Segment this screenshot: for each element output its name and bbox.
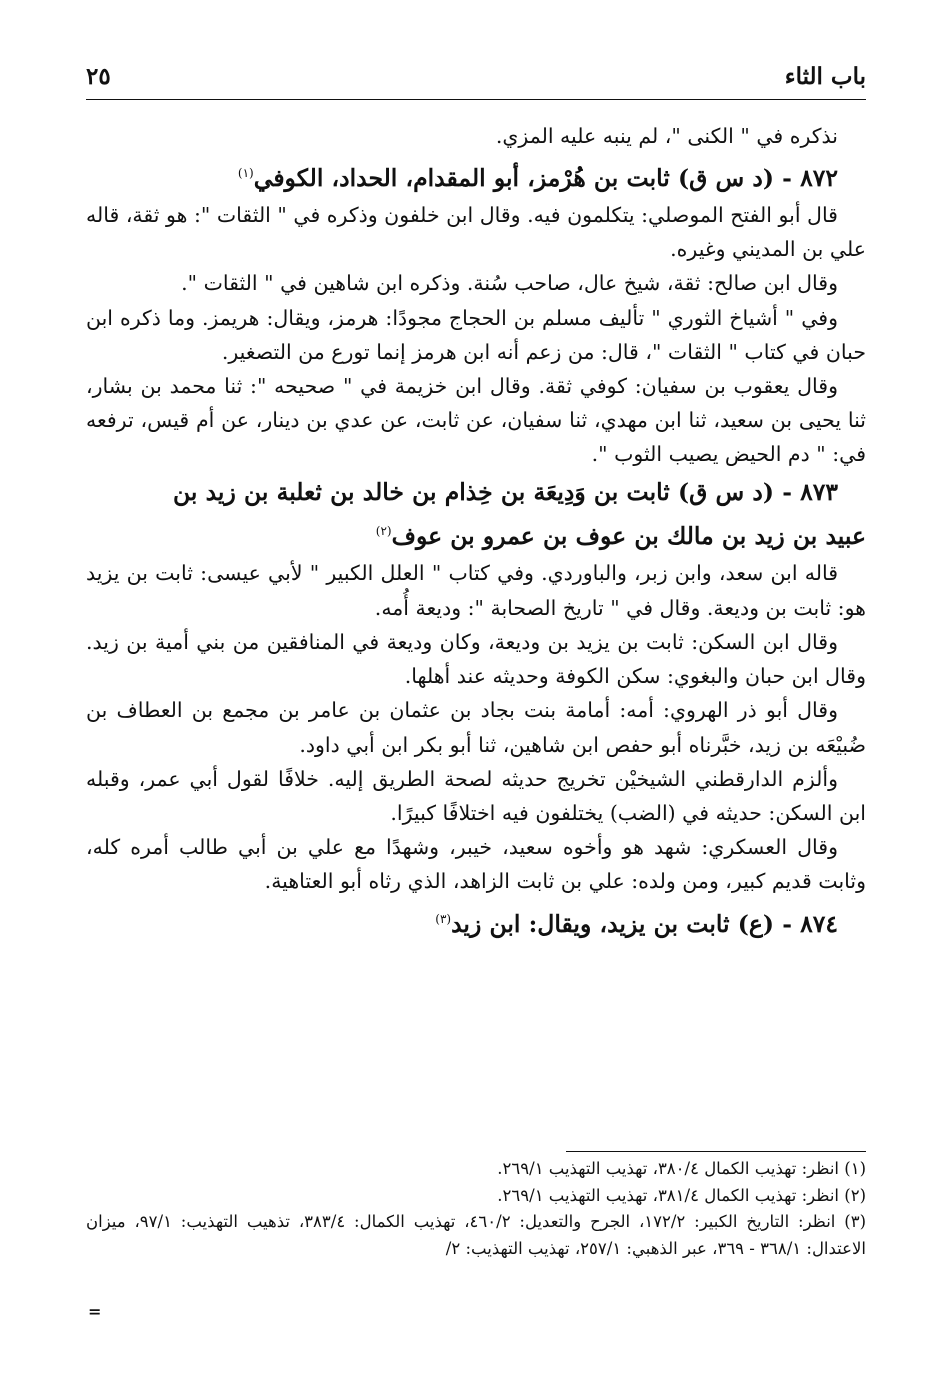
footnote-rule	[566, 1151, 866, 1152]
page-header	[86, 50, 866, 100]
running-title: باب الثاء	[784, 63, 866, 90]
entry-heading-873	[86, 474, 866, 510]
footnote-continuation-mark: =	[88, 1302, 102, 1321]
paragraph: وقال أبو ذر الهروي: أمه: أمامة بنت بجاد بن عثمان بن عامر بن مجمع بن العطاف بن ضُبيْعَه بن زيد، خبَّرناه أبو حفص ابن شاهين، ثنا أبو بكر ابن أبي داود.	[86, 698, 866, 757]
page-number: ٢٥	[86, 63, 111, 90]
footnote-3: (٣) انظر: التاريخ الكبير: ١٧٢/٢، الجرح والتعديل: ٤٦٠/٢، تهذيب الكمال: ٣٨٣/٤، تذهيب التهذيب: ٩٧/١، ميزان الاعتدال: ٣٦٨/١ - ٣٦٩، عبر الذهبي: ٢٥٧/١، تهذيب التهذيب: ٢/	[86, 1212, 866, 1258]
paragraph-continuation: نذكره في " الكنى "، لم ينبه عليه المزي.	[495, 124, 838, 148]
paragraph: وقال يعقوب بن سفيان: كوفي ثقة. وقال ابن خزيمة في " صحيحه ": ثنا محمد بن بشار، ثنا يحيى بن سعيد، ثنا ابن مهدي، ثنا سفيان، عن ثابت، عن عدي بن دينار، عن أم قيس، ترفعه في: " دم الحيض يصيب الثوب ".	[86, 374, 866, 467]
paragraph: وقال العسكري: شهد هو وأخوه سعيد، خيبر، وشهدًا مع علي بن أبي طالب أمره كله، وثابت قديم كبير، ومن ولده: علي بن ثابت الزاهد، الذي رثاه أبو العتاهية.	[86, 835, 866, 894]
footnote-ref: (١)	[237, 166, 254, 181]
entry-heading-text: عبيد بن زيد بن مالك بن عوف بن عمرو بن عوف	[391, 521, 866, 550]
entry-heading-874	[86, 901, 866, 942]
entry-heading-text: ٨٧٣ - (د س ق) ثابت بن وَدِيعَة بن خِذام بن خالد بن ثعلبة بن زيد بن	[172, 477, 838, 506]
entry-heading-873-continued	[86, 512, 866, 555]
header-rule	[86, 99, 866, 100]
entry-heading-text: ٨٧٤ - (ع) ثابت بن يزيد، ويقال: ابن زيد	[451, 909, 838, 938]
footnote-1: (١) انظر: تهذيب الكمال ٣٨٠/٤، تهذيب التهذيب ٢٦٩/١.	[497, 1159, 866, 1178]
paragraph: قاله ابن سعد، وابن زبر، والباوردي. وفي كتاب " العلل الكبير " لأبي عيسى: ثابت بن يزيد هو: ثابت بن وديعة. وقال في " تاريخ الصحابة ": وديعة أُمه.	[86, 561, 866, 620]
footnotes	[86, 1156, 866, 1262]
paragraph: وألزم الدارقطني الشيخيْن تخريج حديثه لصحة الطريق إليه. خلافًا لقول أبي عمر، وقبله ابن السكن: حديثه في (الضب) يختلفون فيه اختلافًا كبيرًا.	[86, 766, 866, 825]
footnote-ref: (٣)	[435, 911, 452, 926]
entry-heading-872	[86, 155, 866, 196]
paragraph: وفي " أشياخ الثوري " تأليف مسلم بن الحجاج مجودًا: هرمز، ويقال: هريمز. وما ذكره ابن حبان في كتاب " الثقات "، قال: من زعم أنه ابن هرمز إنما تورع من التصغير.	[86, 305, 866, 364]
main-text	[86, 119, 866, 943]
footnote-ref: (٢)	[375, 523, 392, 538]
paragraph: قال أبو الفتح الموصلي: يتكلمون فيه. وقال ابن خلفون وذكره في " الثقات ": هو ثقة، قاله علي بن المديني وغيره.	[86, 203, 866, 262]
paragraph: وقال ابن صالح: ثقة، شيخ عال، صاحب سُنة. وذكره ابن شاهين في " الثقات ".	[181, 271, 838, 296]
footnote-2: (٢) انظر: تهذيب الكمال ٣٨١/٤، تهذيب التهذيب ٢٦٩/١.	[497, 1185, 866, 1205]
entry-heading-text: ٨٧٢ - (د س ق) ثابت بن هُرْمز، أبو المقدام، الحداد، الكوفي	[253, 164, 838, 193]
paragraph: وقال ابن السكن: ثابت بن يزيد بن وديعة، وكان وديعة في المنافقين من بني أمية بن زيد. وقال ابن حبان والبغوي: سكن الكوفة وحديثه عند أهلها.	[86, 629, 866, 689]
